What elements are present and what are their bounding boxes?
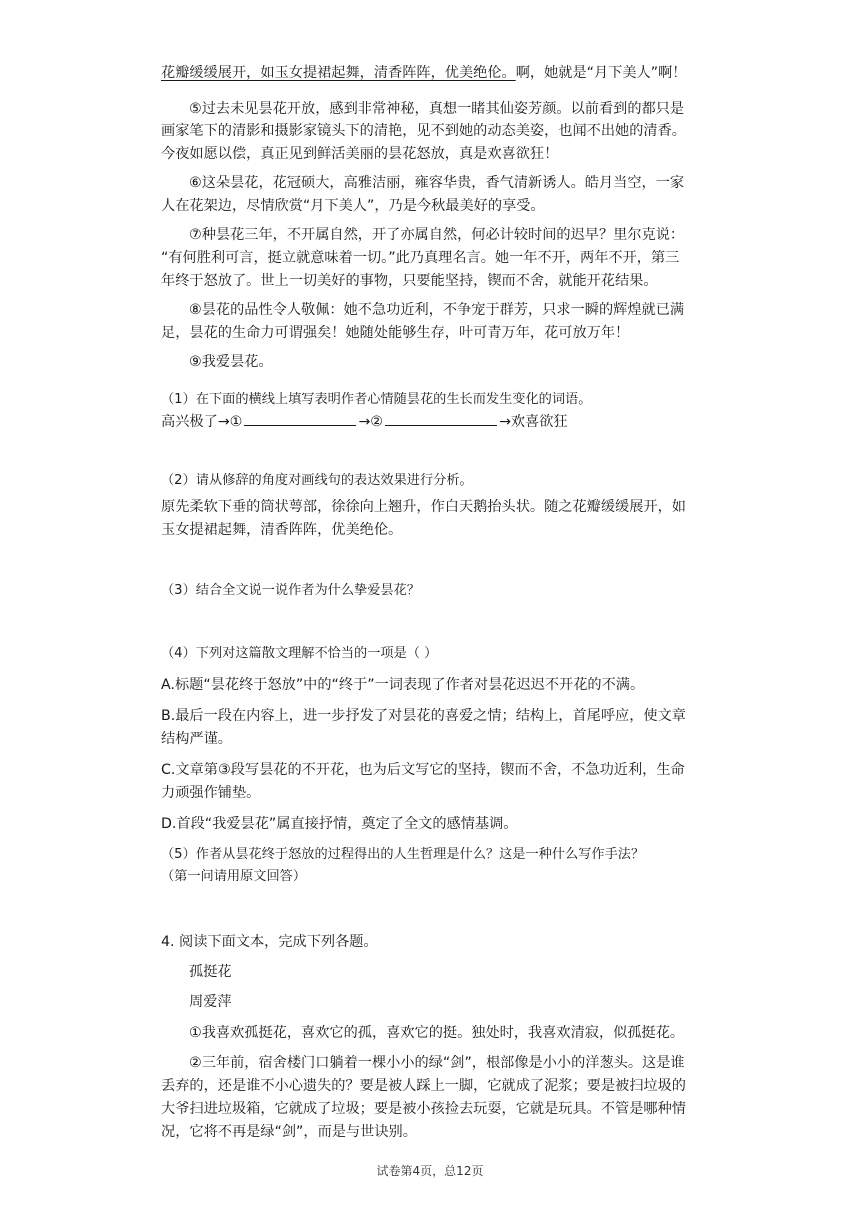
question-5: （5）作者从昙花终于怒放的过程得出的人生哲理是什么？这是一种什么写作手法？	[161, 847, 645, 862]
paragraph-9-line: ⑨我爱昙花。	[189, 354, 273, 370]
paragraph-4-tail	[161, 63, 721, 83]
paragraph-8-line: ⑧昙花的品性令人敬佩：她不急功近利，不争宠于群芳，只求一瞬的辉煌就已满	[189, 302, 685, 318]
paragraph-5-line: 画家笔下的清影和摄影家镜头下的清艳，见不到她的动态美姿，也闻不出她的清香。	[161, 123, 686, 139]
answer-blank-1[interactable]	[244, 411, 356, 426]
text-span: 啊，她就是“月下美人”啊！	[515, 65, 687, 81]
passage-title: 孤挺花	[189, 964, 232, 980]
paragraph-5-line: 今夜如愿以偿，真正见到鲜活美丽的昙花怒放，真是欢喜欲狂！	[161, 146, 559, 162]
option-b: B.最后一段在内容上，进一步抒发了对昙花的喜爱之情；结构上，首尾呼应，使文章	[161, 708, 686, 724]
paragraph-5-line: ⑤过去未见昙花开放，感到非常神秘，真想一睹其仙姿芳颜。以前看到的都只是	[189, 101, 685, 117]
text-span: →欢喜欲狂	[498, 414, 568, 430]
passage-paragraph-2: ②三年前，宿舍楼门口躺着一棵小小的绿“剑”，根部像是小小的洋葱头。这是谁	[189, 1055, 685, 1071]
underlined-sentence: 花瓣缓缓展开，如玉女提裙起舞，清香阵阵，优美绝伦。	[161, 65, 516, 81]
question-5-note: （第一问请用原文回答）	[161, 869, 307, 884]
passage-paragraph-2-cont: 大爷扫进垃圾箱，它就成了垃圾；要是被小孩捡去玩耍，它就是玩具。不管是哪种情	[161, 1101, 686, 1117]
question-4-heading: 4. 阅读下面文本，完成下列各题。	[161, 934, 378, 950]
option-a: A.标题“昙花终于怒放”中的“终于”一词表现了作者对昙花迟迟不开花的不满。	[161, 677, 645, 693]
paragraph-6-line: 人在花架边，尽情欣赏“月下美人”，乃是今秋最美好的享受。	[161, 198, 545, 214]
option-c-cont: 力顽强作铺垫。	[161, 785, 261, 801]
option-d: D.首段“我爱昙花”属直接抒情，奠定了全文的感情基调。	[161, 816, 518, 832]
paragraph-7-line: 年终于怒放了。世上一切美好的事物，只要能坚持，锲而不舍，就能开花结果。	[161, 273, 658, 289]
option-c: C.文章第③段写昙花的不开花，也为后文写它的坚持，锲而不舍，不急功近利，生命	[161, 762, 685, 778]
text-span: →②	[358, 414, 383, 430]
option-b-cont: 结构严谨。	[161, 731, 232, 747]
paragraph-7-line: “有何胜利可言，挺立就意味着一切。”此乃真理名言。她一年不开，两年不开，第三	[161, 250, 680, 266]
question-4: （4）下列对这篇散文理解不恰当的一项是（ ）	[161, 646, 438, 661]
paragraph-8-line: 足，昙花的生命力可谓强矣！她随处能够生存，叶可青万年，花可放万年！	[161, 325, 630, 341]
answer-blank-2[interactable]	[385, 411, 497, 426]
passage-author: 周爱萍	[189, 994, 232, 1010]
question-1: （1）在下面的横线上填写表明作者心情随昙花的生长而发生变化的词语。	[161, 392, 592, 407]
paragraph-7-line: ⑦种昙花三年，不开属自然，开了亦属自然，何必计较时间的迟早？里尔克说：	[189, 227, 685, 243]
passage-paragraph-2-cont: 况，它将不再是绿“剑”，而是与世诀别。	[161, 1124, 417, 1140]
page-footer: 试卷第4页，总12页	[376, 1164, 484, 1178]
question-2: （2）请从修辞的角度对画线句的表达效果进行分析。	[161, 473, 473, 488]
paragraph-6-line: ⑥这朵昙花，花冠硕大，高雅洁丽，雍容华贵，香气清新诱人。皓月当空，一家	[189, 175, 685, 191]
passage-paragraph-1: ①我喜欢孤挺花，喜欢它的孤，喜欢它的挺。独处时，我喜欢清寂，似孤挺花。	[189, 1025, 685, 1041]
question-2-quote-line: 原先柔软下垂的筒状萼部，徐徐向上翘升，作白天鹅抬头状。随之花瓣缓缓展开，如	[161, 499, 686, 515]
text-span: 高兴极了→①	[161, 414, 243, 430]
question-3: （3）结合全文说一说作者为什么挚爱昙花？	[161, 583, 420, 598]
question-1-answer-row	[161, 411, 721, 432]
question-2-quote-line: 玉女提裙起舞，清香阵阵，优美绝伦。	[161, 522, 403, 538]
passage-paragraph-2-cont: 丢弃的，还是谁不小心遗失的？要是被人踩上一脚，它就成了泥浆；要是被扫垃圾的	[161, 1078, 686, 1094]
